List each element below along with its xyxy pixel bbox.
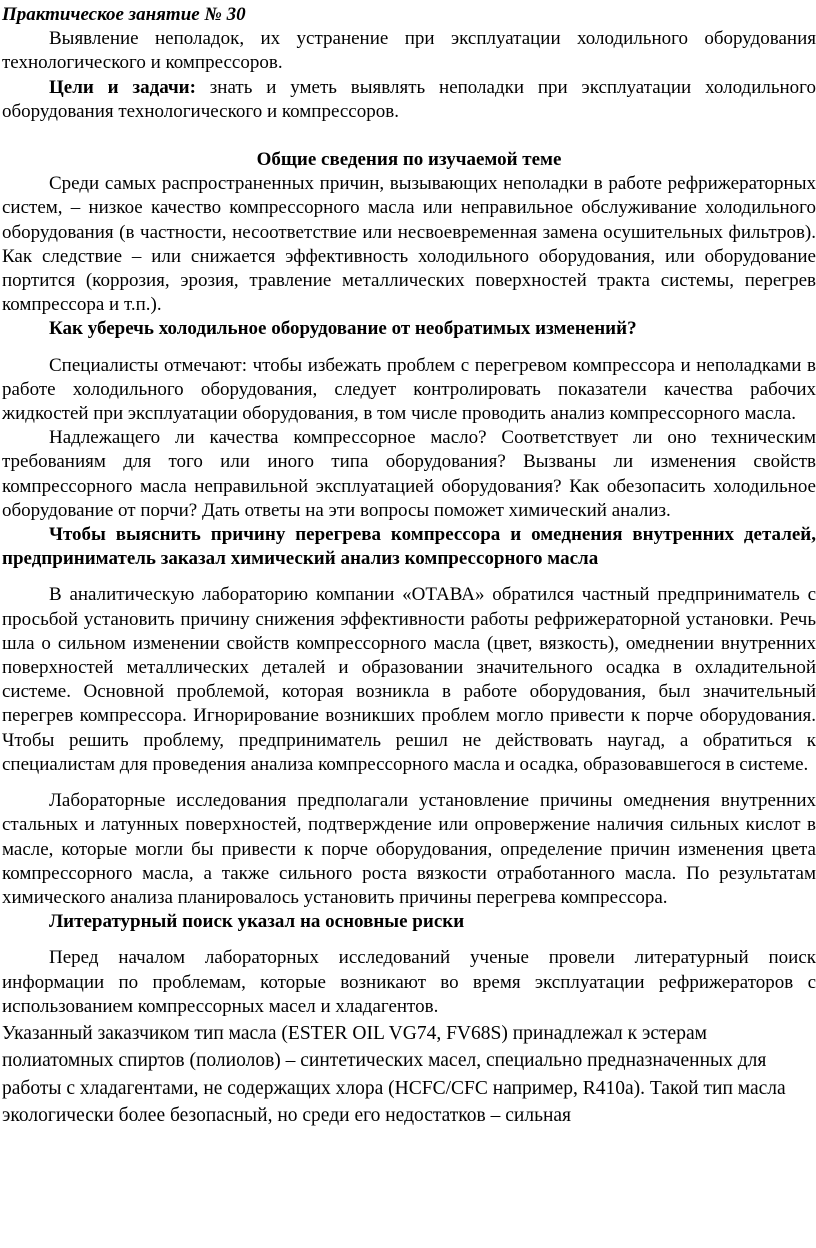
paragraph-literature: Перед началом лабораторных исследований ученые провели литературный поиск информации по проблемам, которые возникают во время эксплуатации рефрижераторов с использованием компрессорных масел и хладагентов. — [2, 947, 816, 1017]
goals-paragraph — [2, 76, 816, 124]
goals-text: знать и уметь выявлять неполадки при эксплуатации холодильного оборудования технологического и компрессоров. — [2, 76, 816, 122]
paragraph-causes: Среди самых распространенных причин, вызывающих неполадки в работе рефрижераторных систем, – низкое качество компрессорного масла или неправильное обслуживание холодильного оборудования (в частности, несоответствие или несвоевременная замена осушительных фильтров). Как следствие – или снижается эффективность холодильного оборудования, или оборудование портится (коррозия, эрозия, травление металлических поверхностей тракта системы, перегрев компрессора и т.п.). — [2, 173, 816, 316]
heading-literature: Литературный поиск указал на основные риски — [49, 911, 465, 933]
heading-overheat: Чтобы выяснить причину перегрева компрессора и омеднения внутренних деталей, предприниматель заказал химический анализ компрессорного масла — [2, 524, 816, 570]
paragraph-questions: Надлежащего ли качества компрессорное масло? Соответствует ли оно техническим требованиям для того или иного типа оборудования? Вызваны ли изменения свойств компрессорного масла неправильной эксплуатацией оборудования? Как обезопасить холодильное оборудование от порчи? Дать ответы на эти вопросы поможет химический анализ. — [2, 427, 816, 521]
section-heading-general: Общие сведения по изучаемой теме — [256, 149, 562, 171]
lesson-title: Практическое занятие № 30 — [2, 4, 246, 25]
heading-protect: Как уберечь холодильное оборудование от необратимых изменений? — [49, 318, 637, 340]
goals-label: Цели и задачи: — [49, 76, 196, 98]
paragraph-research: Лабораторные исследования предполагали установление причины омеднения внутренних стальных и латунных поверхностей, подтверждение или опровержение наличия сильных кислот в масле, которые могли бы привести к порче оборудования, определение причин изменения цвета компрессорного масла, а также сильного роста вязкости отработанного масла. По результатам химического анализа планировалось установить причины перегрева компрессора. — [2, 790, 816, 908]
lesson-topic: Выявление неполадок, их устранение при эксплуатации холодильного оборудования технологического и компрессоров. — [2, 28, 816, 74]
paragraph-laboratory: В аналитическую лабораторию компании «ОТАВА» обратился частный предприниматель с просьбой установить причину снижения эффективности работы рефрижераторной установки. Речь шла о сильном изменении свойств компрессорного масла (цвет, вязкость), омеднении внутренних поверхностей металлических деталей и образовании значительного осадка в охладительной системе. Основной проблемой, которая возникла в работе оборудования, был значительный перегрев компрессора. Игнорирование возникших проблем могло привести к порче оборудования. Чтобы решить проблему, предприниматель решил не действовать наугад, а обратиться к специалистам для проведения анализа компрессорного масла и осадка, образовавшегося в системе. — [2, 584, 816, 775]
paragraph-oil-type: Указанный заказчиком тип масла (ESTER OIL VG74, FV68S) принадлежал к эстерам полиатомных спиртов (полиолов) – синтетических масел, специально предназначенных для работы с хладагентами, не содержащих хлора (HCFC/CFC например, R410a). Такой тип масла экологически более безопасный, но среди его недостатков – сильная — [2, 1022, 786, 1127]
paragraph-specialists: Специалисты отмечают: чтобы избежать проблем с перегревом компрессора и неполадками в работе холодильного оборудования, следует контролировать показатели качества рабочих жидкостей при эксплуатации оборудования, в том числе проводить анализ компрессорного масла. — [2, 354, 816, 425]
